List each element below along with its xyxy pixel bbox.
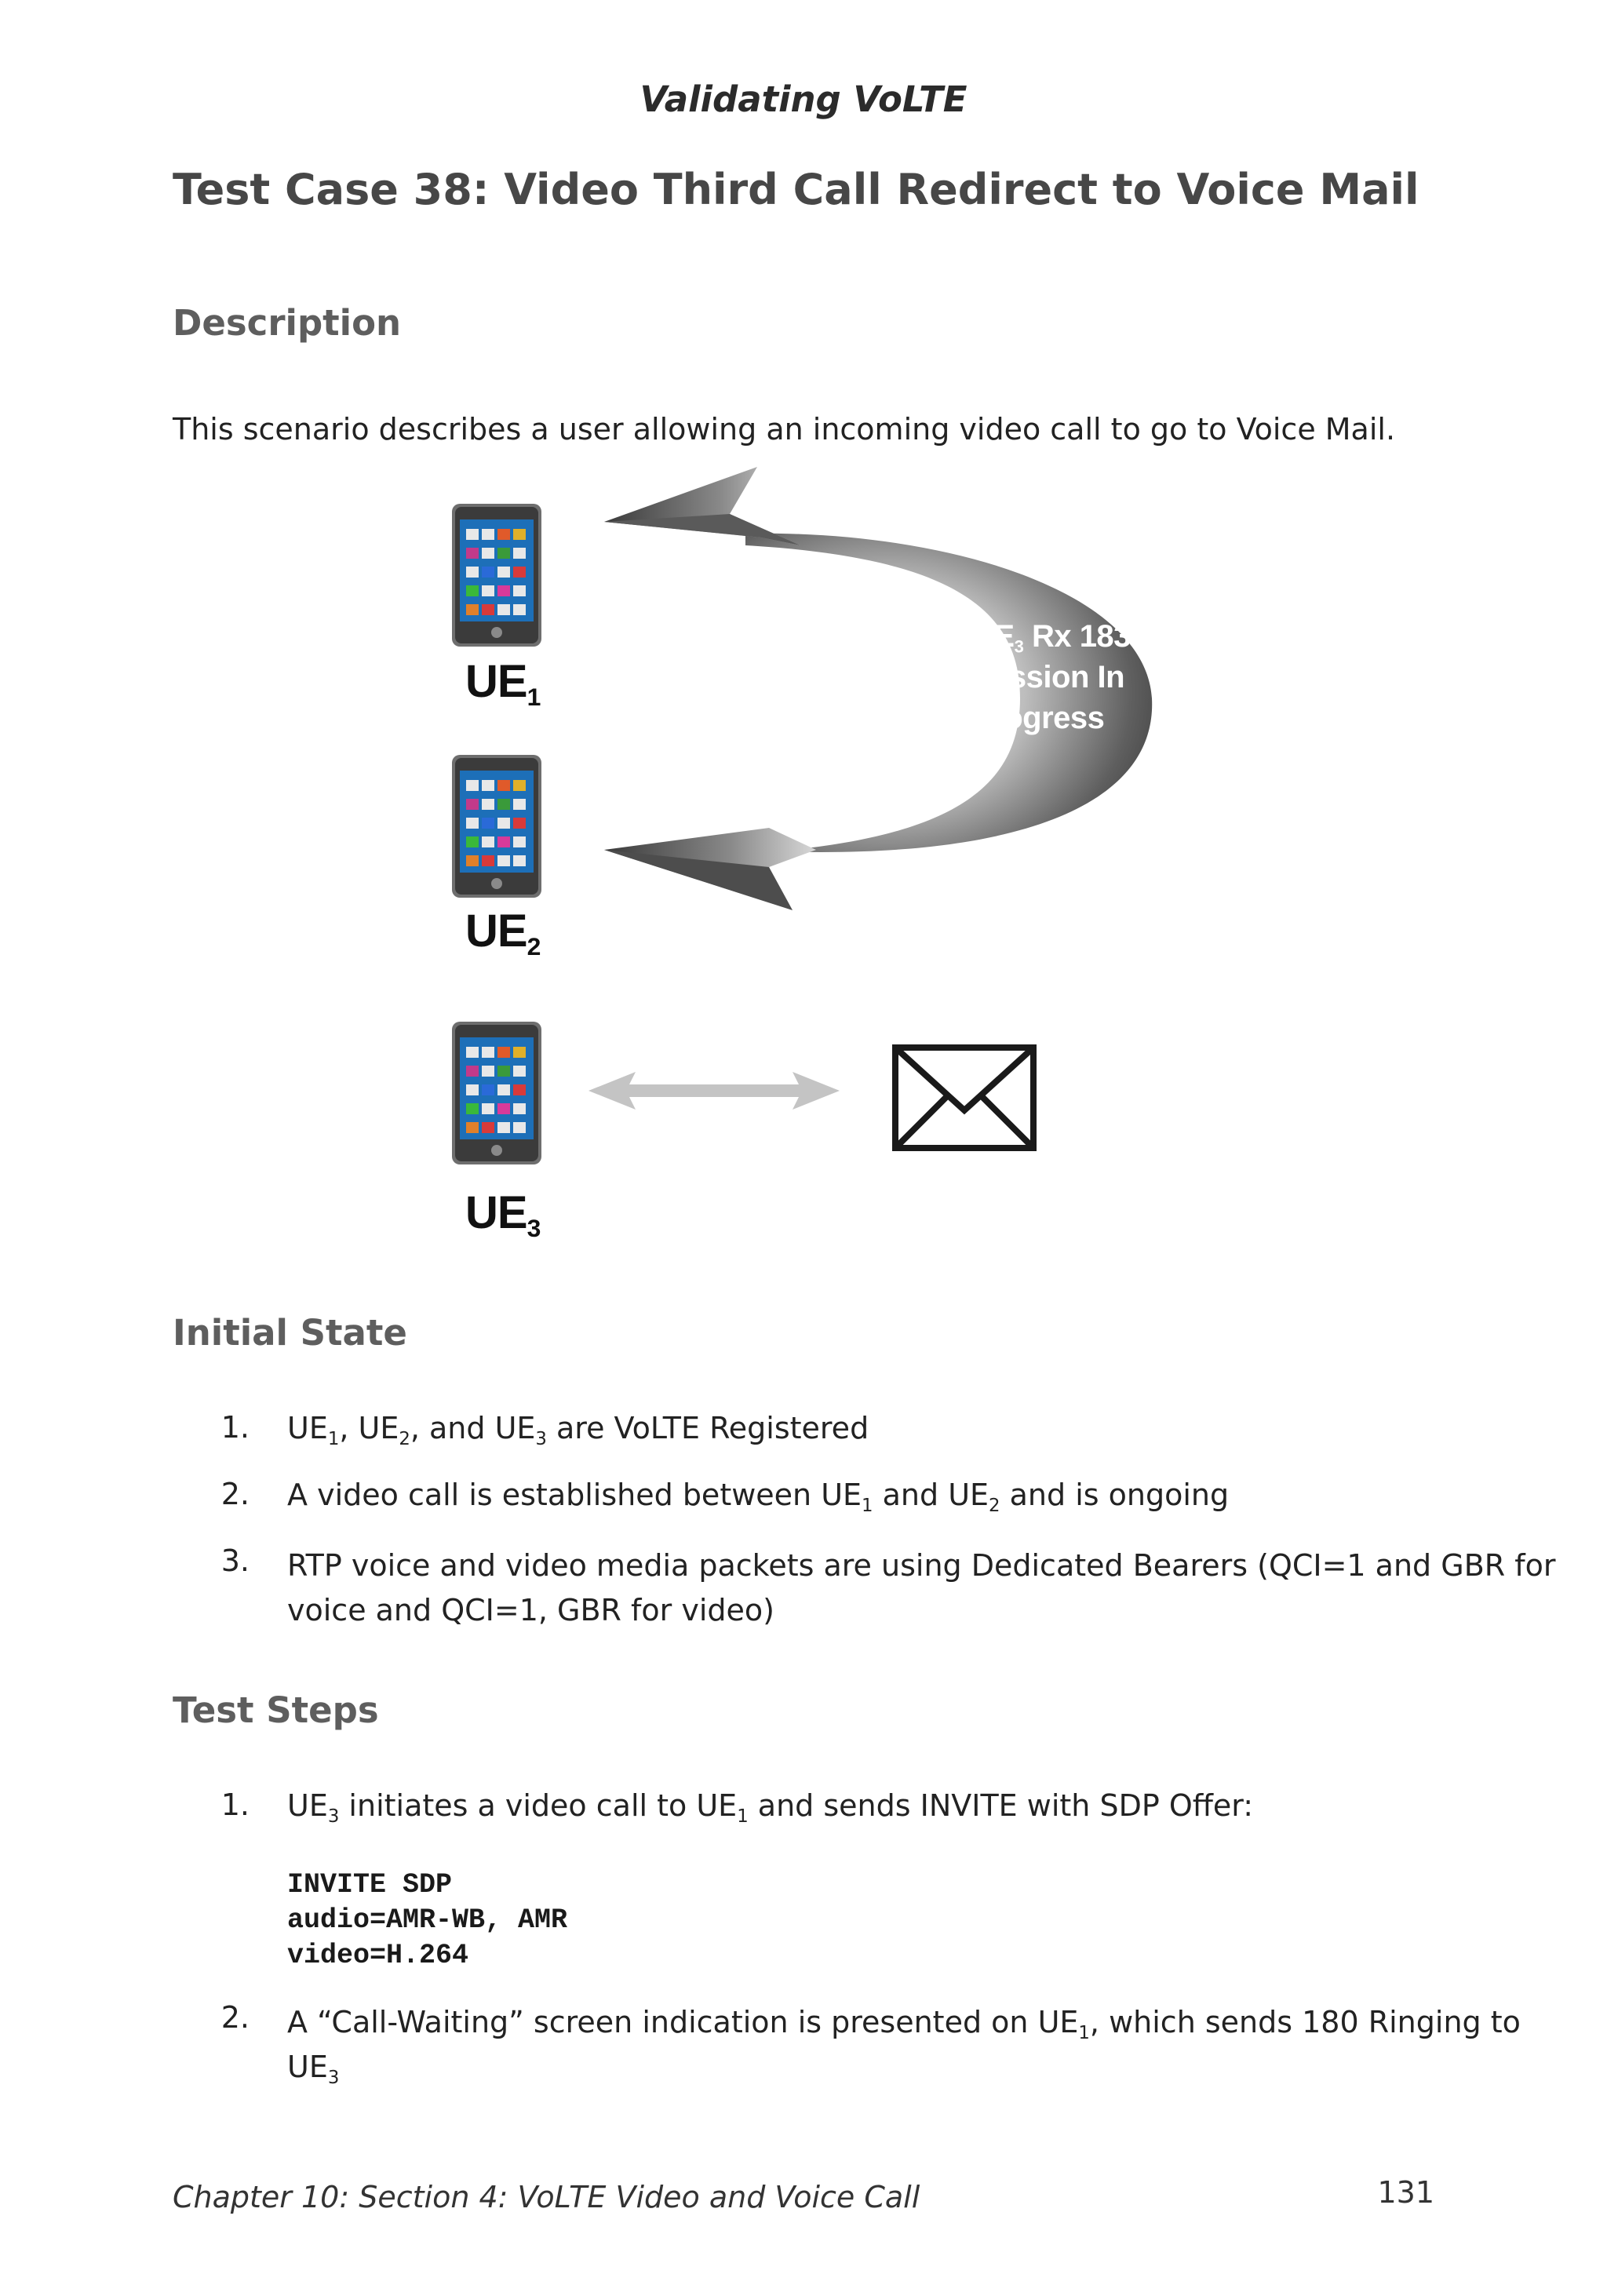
list-item: RTP voice and video media packets are using Dedicated Bearers (QCI=1 and GBR for voice and QCI=1, GBR for video) xyxy=(287,1548,1556,1627)
sdp-code-block: INVITE SDP audio=AMR-WB, AMR video=H.264 xyxy=(287,1869,568,1971)
running-header: Validating VoLTE xyxy=(640,78,967,120)
list-item: A “Call-Waiting” screen indication is presented on $UE_1$, which sends 180 Ringing to $UE_3$ xyxy=(287,2005,1521,2088)
chapter-footer: Chapter 10: Section 4: VoLTE Video and Voice Call xyxy=(173,2180,920,2214)
double-arrow-icon xyxy=(589,1069,840,1113)
list-number: 1. xyxy=(220,1788,250,1822)
list-number: 2. xyxy=(220,1477,250,1511)
page-number: 131 xyxy=(1377,2175,1434,2210)
list-number: 3. xyxy=(220,1543,250,1578)
list-item: $UE_1$, $UE_2$, and $UE_3$ are VoLTE Registered xyxy=(287,1411,869,1449)
test-steps-heading: Test Steps xyxy=(173,1689,379,1731)
list-number: 1. xyxy=(220,1410,250,1445)
description-heading: Description xyxy=(173,302,402,344)
list-item: A video call is established between $UE_1$ and $UE_2$ and is ongoing xyxy=(287,1478,1230,1516)
initial-state-heading: Initial State xyxy=(173,1312,407,1354)
ue3-label: $UE_3$ xyxy=(465,1187,541,1243)
ue1-label: $UE_1$ xyxy=(465,656,541,712)
list-item: $UE_3$ initiates a video call to $UE_1$ and sends INVITE with SDP Offer: xyxy=(287,1788,1254,1827)
phone-icon xyxy=(450,753,543,899)
ue2-label: $UE_2$ xyxy=(465,906,541,961)
arc-label: $UE_3$ Rx 183 Session In Progress xyxy=(971,619,1131,735)
list-number: 2. xyxy=(220,2000,250,2035)
description-text: This scenario describes a user allowing an incoming video call to go to Voice Mail. xyxy=(173,412,1396,446)
phone-icon xyxy=(450,1020,543,1166)
envelope-icon xyxy=(891,1044,1037,1152)
phone-icon xyxy=(450,502,543,648)
page-title: Test Case 38: Video Third Call Redirect to Voice Mail xyxy=(173,165,1419,214)
